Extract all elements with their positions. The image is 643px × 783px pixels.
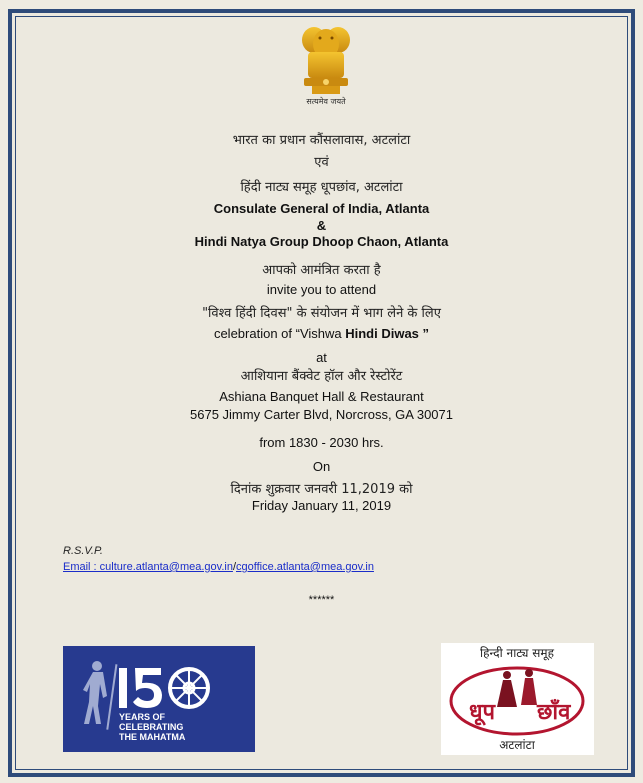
mahatma-150-logo (63, 646, 255, 752)
dhoop-chaon-logo (441, 643, 594, 755)
mahatma-line3: THE MAHATMA (119, 732, 186, 742)
hindi-invite: आपको आमंत्रित करता है (262, 263, 381, 278)
emblem-motto: सत्यमेव जयते (306, 97, 346, 106)
rsvp-email-line (63, 561, 374, 573)
english-date: Friday January 11, 2019 (251, 498, 392, 513)
english-time: from 1830 - 2030 hrs. (259, 435, 384, 450)
dhoop-bottom-text: अटलांटा (499, 738, 535, 752)
mahatma-logo-art (63, 646, 255, 752)
rsvp-label: R.S.V.P. (63, 545, 103, 557)
celebration-post: ” (418, 326, 430, 341)
email-separator: / (232, 561, 236, 573)
english-host-2: Hindi Natya Group Dhoop Chaon, Atlanta (194, 234, 449, 249)
english-on: On (312, 459, 331, 474)
closing-stars: ****** (308, 594, 335, 606)
hindi-and: एवं (314, 155, 329, 170)
english-invite: invite you to attend (266, 282, 377, 297)
english-host-1: Consulate General of India, Atlanta (213, 201, 430, 216)
email-link-culture[interactable]: Email : culture.atlanta@mea.gov.in (63, 561, 233, 573)
english-address: 5675 Jimmy Carter Blvd, Norcross, GA 30071 (190, 407, 453, 422)
english-venue: Ashiana Banquet Hall & Restaurant (219, 389, 424, 404)
dhoop-right-word: छाँव (537, 700, 571, 725)
hindi-date: दिनांक शुक्रवार जनवरी 11,2019 को (230, 482, 413, 497)
hindi-venue: आशियाना बैंक्वेट हॉल और रेस्टोरेंट (240, 369, 403, 384)
dhoop-top-text: हिन्दी नाट्य समूह (480, 646, 554, 660)
english-at: at (316, 350, 327, 365)
english-amp: & (316, 218, 327, 233)
mahatma-line2: CELEBRATING (119, 722, 184, 732)
hindi-host-1: भारत का प्रधान कौंसलावास, अटलांटा (232, 133, 411, 148)
hindi-celebration: "विश्व हिंदी दिवस" के संयोजन में भाग लेने के लिए (202, 306, 441, 321)
celebration-pre: celebration of “Vishwa (213, 326, 346, 341)
dhoop-logo-art (441, 643, 594, 755)
hindi-host-2: हिंदी नाट्य समूह धूपछांव, अटलांटा (240, 180, 403, 195)
email-link-cgoffice[interactable]: cgoffice.atlanta@mea.gov.in (236, 561, 374, 573)
celebration-bold: Hindi Diwas (345, 326, 419, 341)
dhoop-left-word: धूप (469, 700, 496, 725)
english-celebration (0, 326, 643, 341)
mahatma-line1: YEARS OF (119, 712, 166, 722)
